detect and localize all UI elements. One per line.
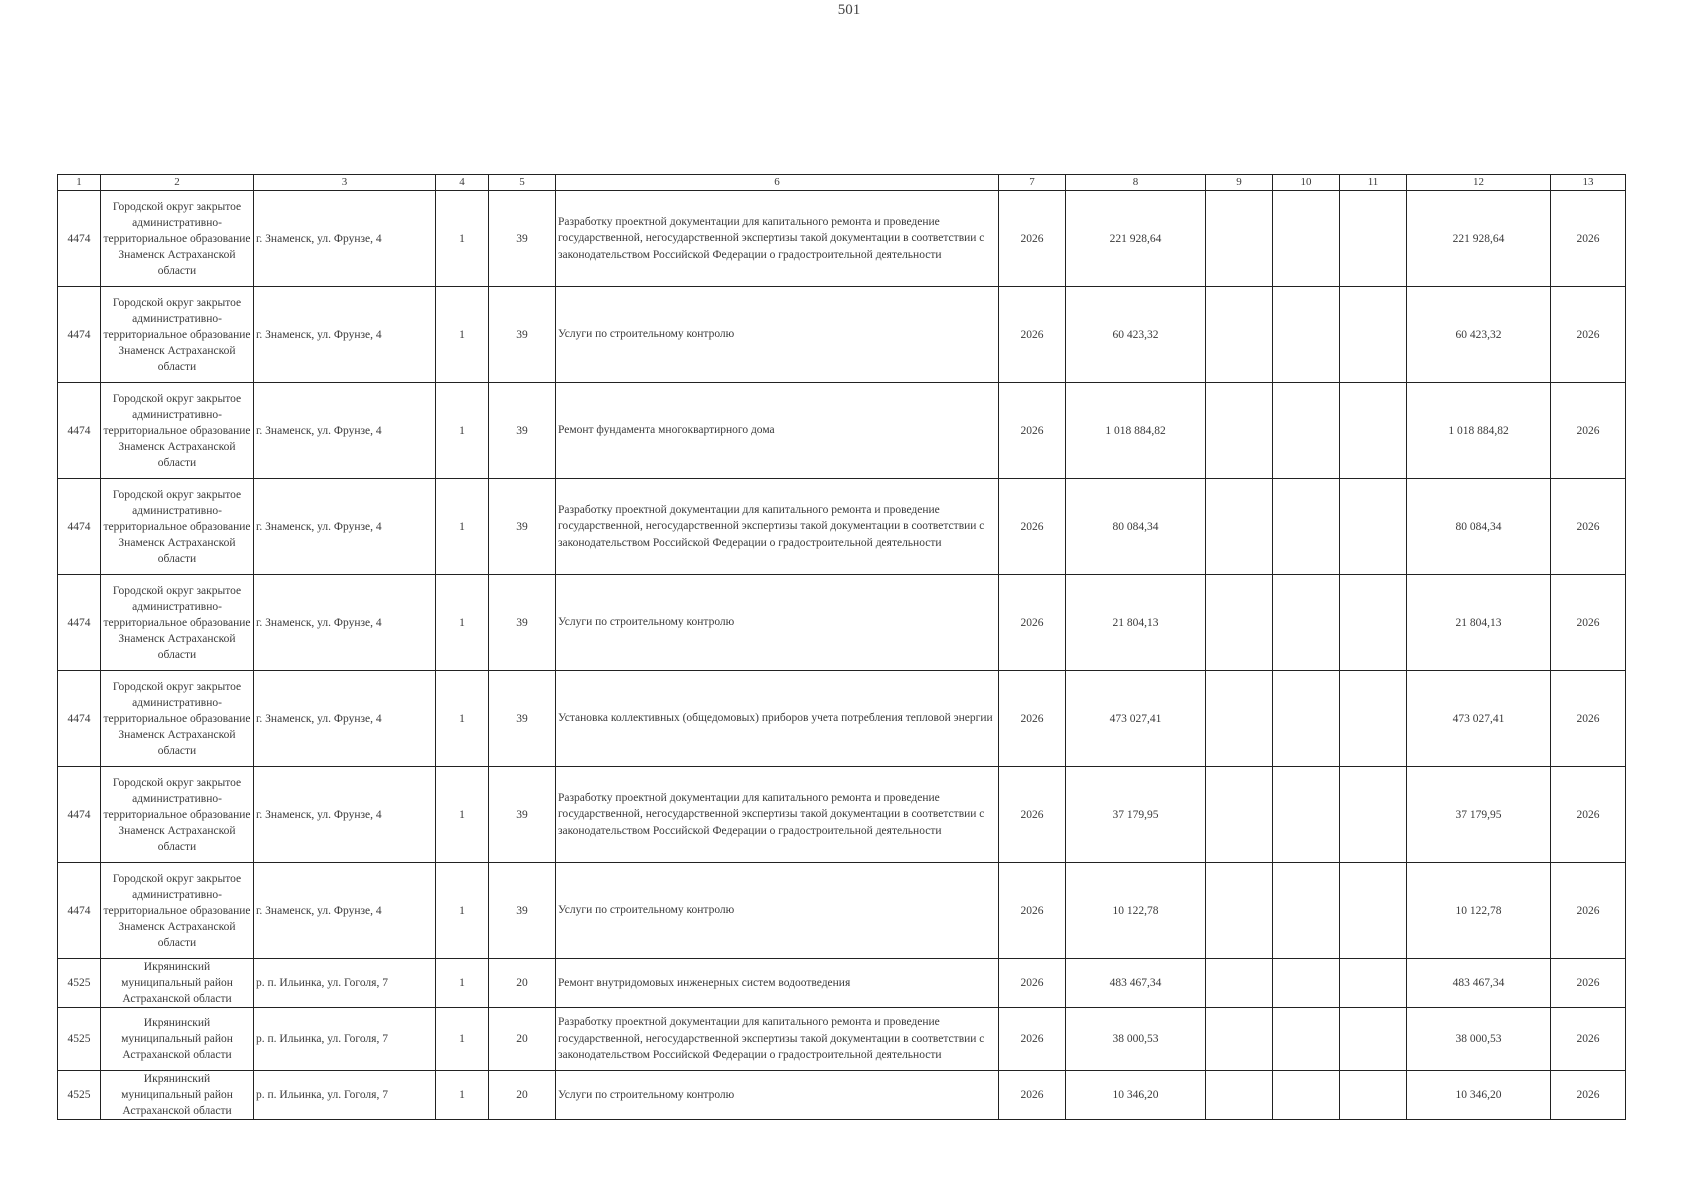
column-10-cell	[1273, 863, 1340, 959]
house-id-cell: 4474	[58, 767, 101, 863]
column-12-cell: 80 084,34	[1407, 479, 1551, 575]
column-5-cell: 20	[489, 959, 556, 1008]
column-9-cell	[1206, 1071, 1273, 1120]
house-id-cell: 4474	[58, 863, 101, 959]
table-row	[58, 383, 1626, 479]
address-cell: р. п. Ильинка, ул. Гоголя, 7	[254, 1008, 436, 1071]
municipality-cell: Икрянинский муниципальный район Астраханской области	[101, 1008, 254, 1071]
column-10-cell	[1273, 767, 1340, 863]
column-13-cell: 2026	[1551, 191, 1626, 287]
column-11-cell	[1340, 863, 1407, 959]
work-type-cell: Услуги по строительному контролю	[556, 863, 999, 959]
column-12-cell: 221 928,64	[1407, 191, 1551, 287]
column-4-cell: 1	[436, 287, 489, 383]
house-id-cell: 4474	[58, 575, 101, 671]
column-header: 4	[436, 175, 489, 191]
year-cell: 2026	[999, 479, 1066, 575]
municipality-cell: Городской округ закрытое административно-территориальное образование Знаменск Астраханской области	[101, 575, 254, 671]
column-header: 11	[1340, 175, 1407, 191]
column-5-cell: 39	[489, 383, 556, 479]
column-10-cell	[1273, 191, 1340, 287]
column-13-cell: 2026	[1551, 575, 1626, 671]
cost-cell: 38 000,53	[1066, 1008, 1206, 1071]
cost-cell: 473 027,41	[1066, 671, 1206, 767]
column-12-cell: 38 000,53	[1407, 1008, 1551, 1071]
column-10-cell	[1273, 287, 1340, 383]
year-cell: 2026	[999, 959, 1066, 1008]
house-id-cell: 4525	[58, 1071, 101, 1120]
house-id-cell: 4474	[58, 479, 101, 575]
column-5-cell: 39	[489, 767, 556, 863]
municipality-cell: Городской округ закрытое административно-территориальное образование Знаменск Астраханской области	[101, 671, 254, 767]
work-type-cell: Разработку проектной документации для капитального ремонта и проведение государственной, негосударственной экспертизы такой документации в соответствии с законодательством Российской Федерации о градостроительной деятельности	[556, 191, 999, 287]
work-type-cell: Разработку проектной документации для капитального ремонта и проведение государственной, негосударственной экспертизы такой документации в соответствии с законодательством Российской Федерации о градостроительной деятельности	[556, 767, 999, 863]
column-header: 2	[101, 175, 254, 191]
table-row	[58, 959, 1626, 1008]
column-11-cell	[1340, 479, 1407, 575]
work-type-cell: Разработку проектной документации для капитального ремонта и проведение государственной, негосударственной экспертизы такой документации в соответствии с законодательством Российской Федерации о градостроительной деятельности	[556, 479, 999, 575]
column-10-cell	[1273, 383, 1340, 479]
column-4-cell: 1	[436, 863, 489, 959]
column-4-cell: 1	[436, 479, 489, 575]
table-row	[58, 671, 1626, 767]
column-12-cell: 60 423,32	[1407, 287, 1551, 383]
municipality-cell: Городской округ закрытое административно-территориальное образование Знаменск Астраханской области	[101, 383, 254, 479]
year-cell: 2026	[999, 383, 1066, 479]
column-header: 10	[1273, 175, 1340, 191]
year-cell: 2026	[999, 287, 1066, 383]
column-11-cell	[1340, 671, 1407, 767]
column-11-cell	[1340, 1008, 1407, 1071]
address-cell: г. Знаменск, ул. Фрунзе, 4	[254, 191, 436, 287]
work-type-cell: Услуги по строительному контролю	[556, 1071, 999, 1120]
year-cell: 2026	[999, 575, 1066, 671]
cost-cell: 37 179,95	[1066, 767, 1206, 863]
column-11-cell	[1340, 959, 1407, 1008]
column-11-cell	[1340, 575, 1407, 671]
column-13-cell: 2026	[1551, 863, 1626, 959]
municipality-cell: Городской округ закрытое административно-территориальное образование Знаменск Астраханской области	[101, 863, 254, 959]
table-row	[58, 191, 1626, 287]
column-13-cell: 2026	[1551, 767, 1626, 863]
column-4-cell: 1	[436, 1008, 489, 1071]
column-12-cell: 10 346,20	[1407, 1071, 1551, 1120]
work-type-cell: Разработку проектной документации для капитального ремонта и проведение государственной, негосударственной экспертизы такой документации в соответствии с законодательством Российской Федерации о градостроительной деятельности	[556, 1008, 999, 1071]
column-13-cell: 2026	[1551, 1008, 1626, 1071]
house-id-cell: 4474	[58, 287, 101, 383]
column-12-cell: 483 467,34	[1407, 959, 1551, 1008]
column-12-cell: 37 179,95	[1407, 767, 1551, 863]
column-13-cell: 2026	[1551, 287, 1626, 383]
cost-cell: 21 804,13	[1066, 575, 1206, 671]
work-type-cell: Услуги по строительному контролю	[556, 287, 999, 383]
column-5-cell: 39	[489, 575, 556, 671]
house-id-cell: 4474	[58, 671, 101, 767]
table-row	[58, 287, 1626, 383]
column-11-cell	[1340, 383, 1407, 479]
column-12-cell: 21 804,13	[1407, 575, 1551, 671]
column-11-cell	[1340, 1071, 1407, 1120]
column-header: 5	[489, 175, 556, 191]
address-cell: г. Знаменск, ул. Фрунзе, 4	[254, 767, 436, 863]
column-12-cell: 473 027,41	[1407, 671, 1551, 767]
column-5-cell: 39	[489, 671, 556, 767]
column-10-cell	[1273, 671, 1340, 767]
cost-cell: 221 928,64	[1066, 191, 1206, 287]
column-4-cell: 1	[436, 575, 489, 671]
municipality-cell: Городской округ закрытое административно-территориальное образование Знаменск Астраханской области	[101, 767, 254, 863]
column-header: 9	[1206, 175, 1273, 191]
column-5-cell: 39	[489, 191, 556, 287]
cost-cell: 10 122,78	[1066, 863, 1206, 959]
page-number: 501	[837, 2, 861, 18]
year-cell: 2026	[999, 863, 1066, 959]
table-row	[58, 575, 1626, 671]
column-10-cell	[1273, 1071, 1340, 1120]
house-id-cell: 4525	[58, 1008, 101, 1071]
column-13-cell: 2026	[1551, 479, 1626, 575]
column-10-cell	[1273, 575, 1340, 671]
column-4-cell: 1	[436, 671, 489, 767]
capital-repair-register-table	[57, 174, 1626, 1120]
municipality-cell: Городской округ закрытое административно-территориальное образование Знаменск Астраханской области	[101, 287, 254, 383]
house-id-cell: 4474	[58, 191, 101, 287]
table-row	[58, 863, 1626, 959]
year-cell: 2026	[999, 191, 1066, 287]
address-cell: р. п. Ильинка, ул. Гоголя, 7	[254, 1071, 436, 1120]
column-9-cell	[1206, 1008, 1273, 1071]
column-5-cell: 39	[489, 479, 556, 575]
column-9-cell	[1206, 479, 1273, 575]
column-header: 1	[58, 175, 101, 191]
cost-cell: 60 423,32	[1066, 287, 1206, 383]
column-5-cell: 39	[489, 863, 556, 959]
table-row	[58, 1008, 1626, 1071]
column-9-cell	[1206, 575, 1273, 671]
cost-cell: 80 084,34	[1066, 479, 1206, 575]
column-4-cell: 1	[436, 383, 489, 479]
column-13-cell: 2026	[1551, 383, 1626, 479]
house-id-cell: 4474	[58, 383, 101, 479]
column-9-cell	[1206, 767, 1273, 863]
column-10-cell	[1273, 959, 1340, 1008]
year-cell: 2026	[999, 767, 1066, 863]
cost-cell: 483 467,34	[1066, 959, 1206, 1008]
municipality-cell: Икрянинский муниципальный район Астраханской области	[101, 1071, 254, 1120]
column-11-cell	[1340, 287, 1407, 383]
table-row	[58, 479, 1626, 575]
column-9-cell	[1206, 959, 1273, 1008]
house-id-cell: 4525	[58, 959, 101, 1008]
municipality-cell: Городской округ закрытое административно-территориальное образование Знаменск Астраханской области	[101, 191, 254, 287]
column-4-cell: 1	[436, 191, 489, 287]
work-type-cell: Ремонт фундамента многоквартирного дома	[556, 383, 999, 479]
address-cell: г. Знаменск, ул. Фрунзе, 4	[254, 479, 436, 575]
column-12-cell: 1 018 884,82	[1407, 383, 1551, 479]
column-header: 12	[1407, 175, 1551, 191]
year-cell: 2026	[999, 671, 1066, 767]
column-11-cell	[1340, 191, 1407, 287]
address-cell: г. Знаменск, ул. Фрунзе, 4	[254, 287, 436, 383]
address-cell: г. Знаменск, ул. Фрунзе, 4	[254, 383, 436, 479]
address-cell: г. Знаменск, ул. Фрунзе, 4	[254, 863, 436, 959]
table-row	[58, 767, 1626, 863]
column-10-cell	[1273, 1008, 1340, 1071]
column-9-cell	[1206, 287, 1273, 383]
column-5-cell: 39	[489, 287, 556, 383]
column-header: 3	[254, 175, 436, 191]
cost-cell: 10 346,20	[1066, 1071, 1206, 1120]
column-4-cell: 1	[436, 1071, 489, 1120]
column-9-cell	[1206, 383, 1273, 479]
column-header: 6	[556, 175, 999, 191]
address-cell: р. п. Ильинка, ул. Гоголя, 7	[254, 959, 436, 1008]
column-4-cell: 1	[436, 959, 489, 1008]
column-11-cell	[1340, 767, 1407, 863]
cost-cell: 1 018 884,82	[1066, 383, 1206, 479]
municipality-cell: Городской округ закрытое административно-территориальное образование Знаменск Астраханской области	[101, 479, 254, 575]
column-4-cell: 1	[436, 767, 489, 863]
year-cell: 2026	[999, 1071, 1066, 1120]
column-10-cell	[1273, 479, 1340, 575]
column-13-cell: 2026	[1551, 959, 1626, 1008]
column-header: 13	[1551, 175, 1626, 191]
column-5-cell: 20	[489, 1071, 556, 1120]
year-cell: 2026	[999, 1008, 1066, 1071]
column-13-cell: 2026	[1551, 1071, 1626, 1120]
address-cell: г. Знаменск, ул. Фрунзе, 4	[254, 575, 436, 671]
address-cell: г. Знаменск, ул. Фрунзе, 4	[254, 671, 436, 767]
column-13-cell: 2026	[1551, 671, 1626, 767]
municipality-cell: Икрянинский муниципальный район Астраханской области	[101, 959, 254, 1008]
column-9-cell	[1206, 191, 1273, 287]
column-12-cell: 10 122,78	[1407, 863, 1551, 959]
column-5-cell: 20	[489, 1008, 556, 1071]
column-number-row	[58, 175, 1626, 191]
work-type-cell: Установка коллективных (общедомовых) приборов учета потребления тепловой энергии	[556, 671, 999, 767]
column-9-cell	[1206, 671, 1273, 767]
work-type-cell: Услуги по строительному контролю	[556, 575, 999, 671]
table-row	[58, 1071, 1626, 1120]
column-header: 8	[1066, 175, 1206, 191]
work-type-cell: Ремонт внутридомовых инженерных систем водоотведения	[556, 959, 999, 1008]
column-header: 7	[999, 175, 1066, 191]
column-9-cell	[1206, 863, 1273, 959]
